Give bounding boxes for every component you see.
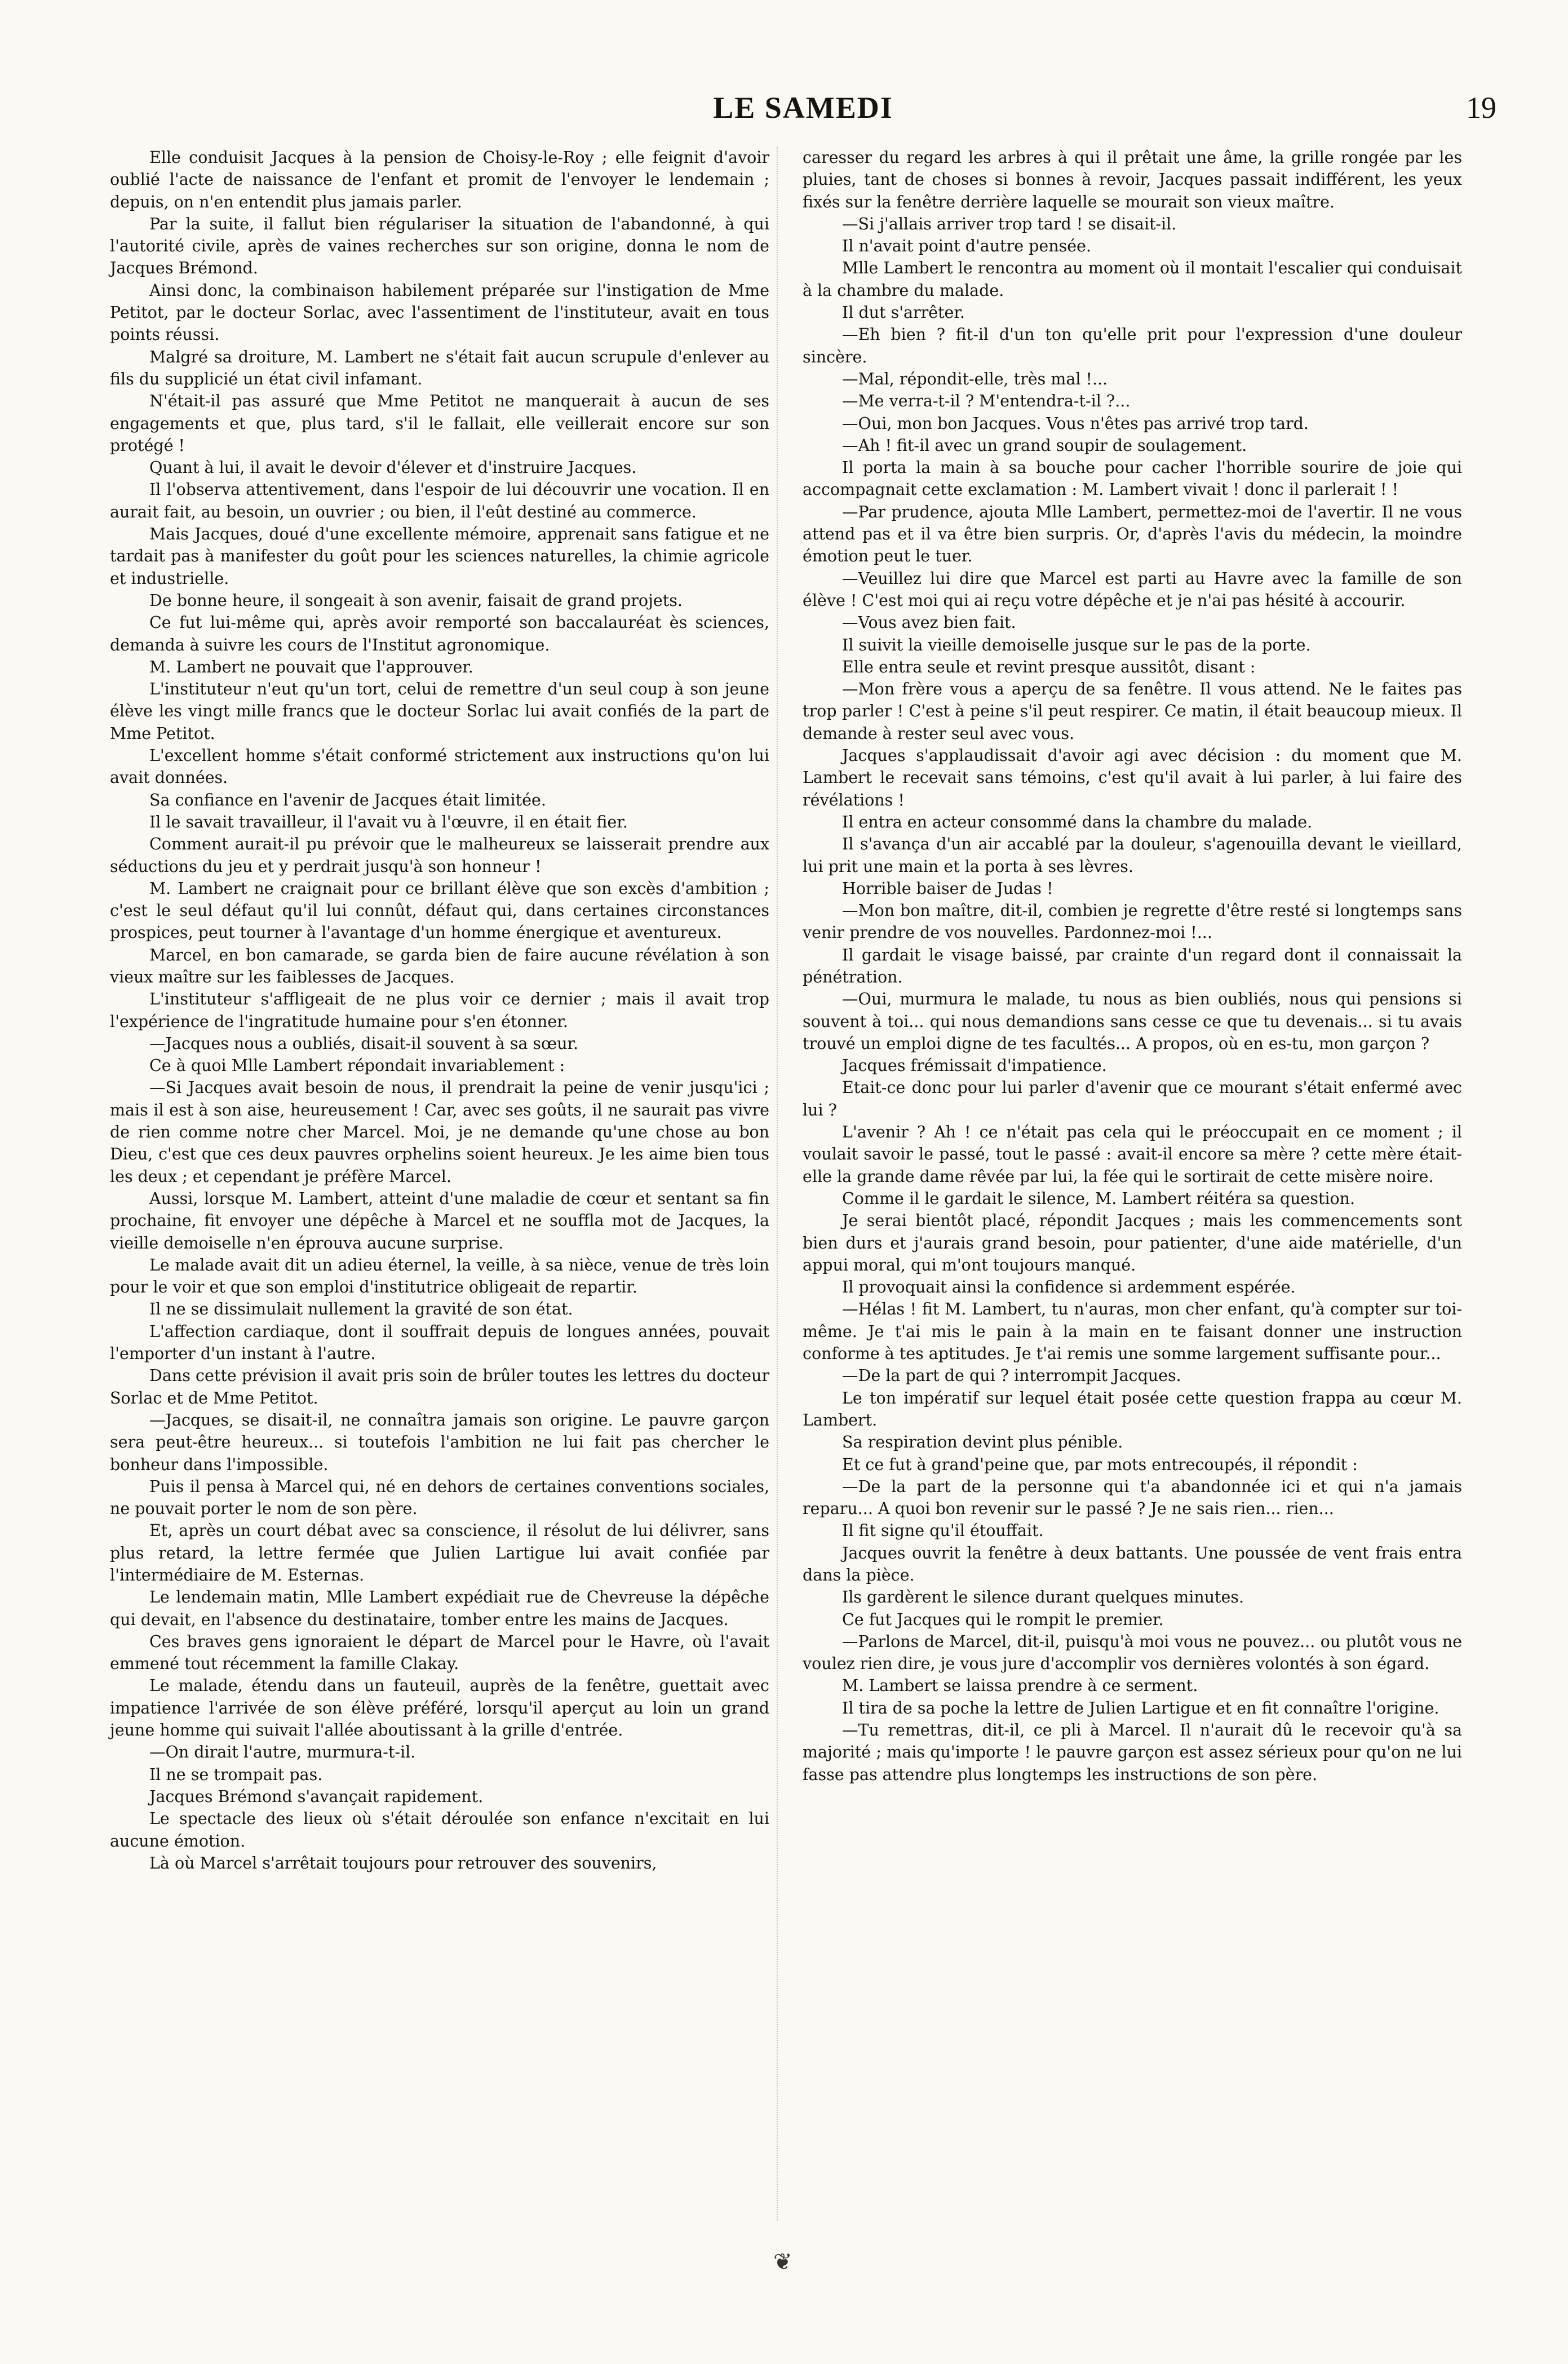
paragraph: Il provoquait ainsi la confidence si ardemment espérée. bbox=[842, 1278, 1296, 1297]
paragraph: M. Lambert se laissa prendre à ce serment. bbox=[842, 1676, 1198, 1695]
paragraph: L'instituteur n'eut qu'un tort, celui de remettre d'un seul coup à son jeune élève les vingt mille francs que le docteur Sorlac lui avait confiés de la part de Mme Petitot. bbox=[110, 680, 769, 743]
paragraph: Je serai bientôt placé, répondit Jacques ; mais les commencements sont bien durs et j'aurais grand besoin, pour patienter, d'une aide matérielle, d'un appui moral, qui m'ont toujours manqué. bbox=[803, 1211, 1462, 1274]
paragraph: Et, après un court débat avec sa conscience, il résolut de lui délivrer, sans plus retard, la lettre fermée que Julien Lartigue lui avait confiée par l'intermédiaire de M. Esternas. bbox=[110, 1521, 769, 1584]
paragraph: Mais Jacques, doué d'une excellente mémoire, apprenait sans fatigue et ne tardait pas à manifester du goût pour les sciences naturelles, la chimie agricole et industrielle. bbox=[110, 525, 769, 588]
paragraph: —Me verra-t-il ? M'entendra-t-il ?... bbox=[842, 392, 1131, 411]
paragraph: Il l'observa attentivement, dans l'espoir de lui découvrir une vocation. Il en aurait fait, au besoin, un ouvrier ; ou bien, il l'eût destiné au commerce. bbox=[110, 480, 769, 521]
paragraph: —Mon bon maître, dit-il, combien je regrette d'être resté si longtemps sans venir prendre de vos nouvelles. Pardonnez-moi !... bbox=[803, 901, 1462, 942]
paragraph: Il dut s'arrêter. bbox=[842, 303, 965, 322]
paragraph: Ce à quoi Mlle Lambert répondait invariablement : bbox=[149, 1056, 565, 1075]
paragraph: Elle conduisit Jacques à la pension de Choisy-le-Roy ; elle feignit d'avoir oublié l'acte de naissance de l'enfant et promit de l'envoyer le lendemain ; depuis, on n'en entendit plus jamais parler. bbox=[110, 148, 769, 211]
paragraph: —Par prudence, ajouta Mlle Lambert, permettez-moi de l'avertir. Il ne vous attend pas et il va être bien surpris. Or, d'après l'avis du médecin, la moindre émotion peut le tuer. bbox=[803, 502, 1462, 566]
paragraph: L'instituteur s'affligeait de ne plus voir ce dernier ; mais il avait trop l'expérience de l'ingratitude humaine pour s'en étonner. bbox=[110, 990, 769, 1031]
paragraph: Ils gardèrent le silence durant quelques minutes. bbox=[842, 1588, 1244, 1607]
paragraph: —Veuillez lui dire que Marcel est parti au Havre avec la famille de son élève ! C'est moi qui ai reçu votre dépêche et je n'ai pas hésité à accourir. bbox=[803, 569, 1462, 610]
paragraph: —Mal, répondit-elle, très mal !... bbox=[842, 369, 1108, 388]
paragraph: Il le savait travailleur, il l'avait vu à l'œuvre, il en était fier. bbox=[149, 812, 628, 831]
paragraph: —Jacques nous a oubliés, disait-il souvent à sa sœur. bbox=[149, 1034, 579, 1053]
paragraph: Ce fut Jacques qui le rompit le premier. bbox=[842, 1610, 1164, 1629]
paragraph: M. Lambert ne craignait pour ce brillant élève que son excès d'ambition ; c'est le seul défaut qu'il lui connût, défaut qui, dans certaines circonstances prospices, peut tourner à l'avantage d'un homme énergique et aventureux. bbox=[110, 879, 769, 942]
paragraph: Mlle Lambert le rencontra au moment où il montait l'escalier qui conduisait à la chambre du malade. bbox=[803, 259, 1462, 300]
paragraph: Comme il le gardait le silence, M. Lambert réitéra sa question. bbox=[842, 1189, 1356, 1208]
paragraph: Elle entra seule et revint presque aussitôt, disant : bbox=[842, 657, 1256, 676]
paragraph: —Vous avez bien fait. bbox=[842, 613, 1016, 632]
paragraph: —Si j'allais arriver trop tard ! se disait-il. bbox=[842, 214, 1177, 233]
paragraph: Il s'avança d'un air accablé par la douleur, s'agenouilla devant le vieillard, lui prit une main et la porta à ses lèvres. bbox=[803, 835, 1462, 876]
paragraph: De bonne heure, il songeait à son avenir, faisait de grand projets. bbox=[149, 591, 683, 610]
paragraph: Il n'avait point d'autre pensée. bbox=[842, 237, 1092, 256]
paragraph: Le spectacle des lieux où s'était déroulée son enfance n'excitait en lui aucune émotion. bbox=[110, 1809, 769, 1851]
paragraph: —De la part de la personne qui t'a abandonnée ici et qui n'a jamais reparu... A quoi bon revenir sur le passé ? Je ne sais rien... rien... bbox=[803, 1477, 1462, 1519]
paragraph: —Oui, mon bon Jacques. Vous n'êtes pas arrivé trop tard. bbox=[842, 414, 1309, 433]
paragraph: —Ah ! fit-il avec un grand soupir de soulagement. bbox=[842, 436, 1247, 455]
paragraph: Horrible baiser de Judas ! bbox=[842, 879, 1053, 898]
paragraph: —Si Jacques avait besoin de nous, il prendrait la peine de venir jusqu'ici ; mais il est à son aise, heureusement ! Car, avec ses goûts, il ne saurait pas vivre de rien comme notre cher Marcel. Moi, je ne demande qu'une chose au bon Dieu, c'est que ces deux pauvres orphelins soient heureux. Je les aime bien tous les deux ; et cependant je préfère Marcel. bbox=[110, 1078, 769, 1186]
paragraph: Jacques frémissait d'impatience. bbox=[842, 1056, 1107, 1075]
paragraph: Le malade, étendu dans un fauteuil, auprès de la fenêtre, guettait avec impatience l'arrivée de son élève préféré, lorsqu'il aperçut au loin un grand jeune homme qui suivait l'allée aboutissant à la grille d'entrée. bbox=[110, 1676, 769, 1740]
paragraph: Il gardait le visage baissé, par crainte d'un regard dont il connaissait la pénétration. bbox=[803, 945, 1462, 986]
paragraph: —Mon frère vous a aperçu de sa fenêtre. Il vous attend. Ne le faites pas trop parler ! C'est à peine s'il peut respirer. Ce matin, il était beaucoup mieux. Il demande à rester seul avec vous. bbox=[803, 680, 1462, 743]
paragraph: Malgré sa droiture, M. Lambert ne s'était fait aucun scrupule d'enlever au fils du supplicié un état civil infamant. bbox=[110, 347, 769, 388]
column-divider bbox=[777, 147, 789, 2221]
paragraph: L'excellent homme s'était conformé strictement aux instructions qu'on lui avait données. bbox=[110, 746, 769, 787]
paragraph: Ces braves gens ignoraient le départ de Marcel pour le Havre, où l'avait emmené tout récemment la famille Clakay. bbox=[110, 1632, 769, 1674]
paragraph: N'était-il pas assuré que Mme Petitot ne manquerait à aucun de ses engagements et que, plus tard, s'il le fallait, elle veillerait encore sur son protégé ! bbox=[110, 392, 769, 455]
paragraph: Aussi, lorsque M. Lambert, atteint d'une maladie de cœur et sentant sa fin prochaine, fit envoyer une dépêche à Marcel et ne souffla mot de Jacques, la vieille demoiselle n'en éprouva aucune surprise. bbox=[110, 1189, 769, 1252]
paragraph: Le malade avait dit un adieu éternel, la veille, à sa nièce, venue de très loin pour le voir et que son emploi d'institutrice obligeait de repartir. bbox=[110, 1255, 769, 1297]
paragraph: Dans cette prévision il avait pris soin de brûler toutes les lettres du docteur Sorlac et de Mme Petitot. bbox=[110, 1366, 769, 1407]
paragraph: Sa respiration devint plus pénible. bbox=[842, 1433, 1123, 1452]
paragraph: —Oui, murmura le malade, tu nous as bien oubliés, nous qui pensions si souvent à toi... qui nous demandions sans cesse ce que tu devenais... si tu avais trouvé un emploi digne de tes facultés... A propos, où en es-tu, mon garçon ? bbox=[803, 990, 1462, 1053]
paragraph: Là où Marcel s'arrêtait toujours pour retrouver des souvenirs, bbox=[149, 1853, 657, 1872]
paragraph: Le ton impératif sur lequel était posée cette question frappa au cœur M. Lambert. bbox=[803, 1388, 1462, 1429]
paragraph: Marcel, en bon camarade, se garda bien de faire aucune révélation à son vieux maître sur les faiblesses de Jacques. bbox=[110, 945, 769, 986]
paragraph: Ce fut lui-même qui, après avoir remporté son baccalauréat ès sciences, demanda à suivre les cours de l'Institut agronomique. bbox=[110, 613, 769, 654]
paragraph: L'affection cardiaque, dont il souffrait depuis de longues années, pouvait l'emporter d'un instant à l'autre. bbox=[110, 1322, 769, 1363]
paragraph: —Jacques, se disait-il, ne connaîtra jamais son origine. Le pauvre garçon sera peut-être heureux... si toutefois l'ambition ne lui fait pas chercher le bonheur dans l'impossible. bbox=[110, 1410, 769, 1474]
page-number: 19 bbox=[1466, 91, 1496, 125]
paragraph: Il suivit la vieille demoiselle jusque sur le pas de la porte. bbox=[842, 635, 1311, 654]
paragraph: M. Lambert ne pouvait que l'approuver. bbox=[149, 657, 473, 676]
paragraph: Et ce fut à grand'peine que, par mots entrecoupés, il répondit : bbox=[842, 1455, 1358, 1474]
paragraph: —Hélas ! fit M. Lambert, tu n'auras, mon cher enfant, qu'à compter sur toi-même. Je t'ai mis le pain à la main en te faisant donner une instruction conforme à tes aptitudes. Je t'ai remis une somme largement suffisante pour... bbox=[803, 1300, 1462, 1363]
paragraph: Il fit signe qu'il étouffait. bbox=[842, 1521, 1044, 1540]
paragraph: —Tu remettras, dit-il, ce pli à Marcel. Il n'aurait dû le recevoir qu'à sa majorité ; mais qu'importe ! le pauvre garçon est assez sérieux pour qu'on ne lui fasse pas attendre plus longtemps les instructions de son père. bbox=[803, 1721, 1462, 1784]
paragraph: caresser du regard les arbres à qui il prêtait une âme, la grille rongée par les pluies, tant de choses si bonnes à revoir, Jacques passait indifférent, les yeux fixés sur la fenêtre derrière laquelle se mourait son vieux maître. bbox=[803, 148, 1462, 211]
paragraph: —De la part de qui ? interrompit Jacques. bbox=[842, 1366, 1181, 1385]
paragraph: Il ne se dissimulait nullement la gravité de son état. bbox=[149, 1300, 573, 1319]
paragraph: Il ne se trompait pas. bbox=[149, 1765, 323, 1784]
paragraph: Il porta la main à sa bouche pour cacher l'horrible sourire de joie qui accompagnait cette exclamation : M. Lambert vivait ! donc il parlerait ! ! bbox=[803, 458, 1462, 499]
page-header bbox=[110, 90, 1496, 135]
paragraph: Jacques s'applaudissait d'avoir agi avec décision : du moment que M. Lambert le recevait sans témoins, c'est qu'il avait à lui parler, à lui faire des révélations ! bbox=[803, 746, 1462, 809]
paragraph: Sa confiance en l'avenir de Jacques était limitée. bbox=[149, 790, 546, 809]
journal-title: LE SAMEDI bbox=[713, 91, 893, 125]
paragraph: —On dirait l'autre, murmura-t-il. bbox=[149, 1743, 416, 1762]
paragraph: Etait-ce donc pour lui parler d'avenir que ce mourant s'était enfermé avec lui ? bbox=[803, 1078, 1462, 1119]
paragraph: Ainsi donc, la combinaison habilement préparée sur l'instigation de Mme Petitot, par le docteur Sorlac, avec l'assentiment de l'instituteur, avait en tous points réussi. bbox=[110, 281, 769, 344]
paragraph: Jacques Brémond s'avançait rapidement. bbox=[149, 1787, 484, 1806]
paragraph: —Parlons de Marcel, dit-il, puisqu'à moi vous ne pouvez... ou plutôt vous ne voulez rien dire, je vous jure d'accomplir vos dernières volontés à son égard. bbox=[803, 1632, 1462, 1674]
paragraph: Comment aurait-il pu prévoir que le malheureux se laisserait prendre aux séductions du jeu et y perdrait jusqu'à son honneur ! bbox=[110, 835, 769, 876]
paragraph: Quant à lui, il avait le devoir d'élever et d'instruire Jacques. bbox=[149, 458, 637, 477]
left-column bbox=[110, 147, 769, 1874]
paragraph: L'avenir ? Ah ! ce n'était pas cela qui le préoccupait en ce moment ; il voulait savoir le passé, tout le passé : avait-il encore sa mère ? cette mère était-elle la grande dame rêvée par lui, la fée qui le sortirait de cette misère noire. bbox=[803, 1123, 1462, 1186]
paragraph: Jacques ouvrit la fenêtre à deux battants. Une poussée de vent frais entra dans la pièce. bbox=[803, 1543, 1462, 1584]
paragraph: Par la suite, il fallut bien régulariser la situation de l'abandonné, à qui l'autorité civile, après de vaines recherches sur son origine, donna le nom de Jacques Brémond. bbox=[110, 214, 769, 278]
paragraph: Il tira de sa poche la lettre de Julien Lartigue et en fit connaître l'origine. bbox=[842, 1698, 1439, 1717]
right-column bbox=[803, 147, 1462, 1786]
paragraph: —Eh bien ? fit-il d'un ton qu'elle prit pour l'expression d'une douleur sincère. bbox=[803, 325, 1462, 366]
paragraph: Le lendemain matin, Mlle Lambert expédiait rue de Chevreuse la dépêche qui devait, en l'absence du destinataire, tomber entre les mains de Jacques. bbox=[110, 1588, 769, 1629]
paragraph: Il entra en acteur consommé dans la chambre du malade. bbox=[842, 812, 1313, 831]
footer-ornament: ❦ bbox=[773, 2249, 792, 2275]
paragraph: Puis il pensa à Marcel qui, né en dehors de certaines conventions sociales, ne pouvait porter le nom de son père. bbox=[110, 1477, 769, 1519]
